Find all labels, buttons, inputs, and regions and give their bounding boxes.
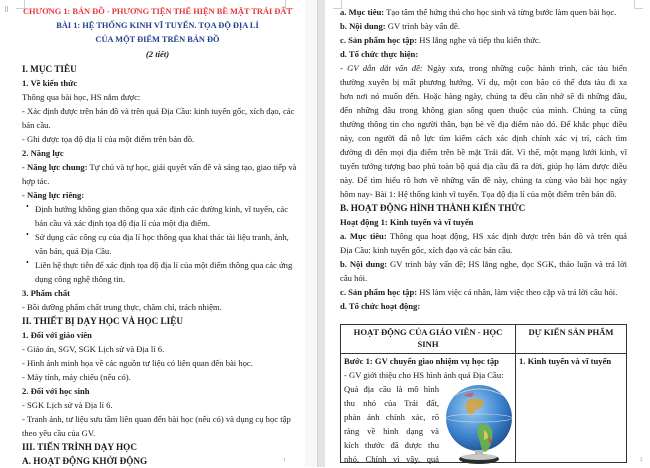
globe-image xyxy=(444,382,514,468)
step-heading: Bước 1: GV chuyển giao nhiệm vụ học tập xyxy=(344,356,499,366)
subsection-heading: 2. Đối với học sinh xyxy=(22,386,90,396)
lesson-title: BÀI 1: HỆ THỐNG KINH VĨ TUYẾN. TỌA ĐỘ ĐỊA LÍ xyxy=(56,21,259,30)
bullet-icon: • xyxy=(26,202,29,211)
subsection-heading: 1. Đối với giáo viên xyxy=(22,330,92,340)
label: - Năng lực chung: xyxy=(22,162,88,172)
table-cell-product: 1. Kinh tuyến và vĩ tuyến xyxy=(516,354,627,463)
paragraph-label: d. Tổ chức thực hiện: xyxy=(340,49,419,59)
italic-intro: - GV dẫn dắt vấn đề: xyxy=(340,63,423,73)
text: Ngày xưa, trong những cuộc hành trình, các tàu biển xyxy=(422,63,627,73)
step-intro: - GV giới thiệu cho HS hình ảnh quả Địa Cầu: xyxy=(344,370,504,380)
page-gap xyxy=(305,0,317,467)
paragraph: - SGK Lịch sử và Địa lí 6. xyxy=(22,400,113,410)
globe-text: nhỏ. Chính vì vậy, quả xyxy=(344,454,439,464)
paragraph: - Máy tính, máy chiếu (nếu có). xyxy=(22,372,131,382)
paragraph-line: này, con người đã nỗ lực tìm kiếm cách xác định chính xác vị trí, cách tìm xyxy=(340,133,627,143)
table-header: DỰ KIẾN SẢN PHẨM xyxy=(516,325,627,354)
table-cell-activity xyxy=(341,354,516,463)
paragraph-label: d. Tổ chức hoạt động: xyxy=(340,301,421,311)
activity-table xyxy=(340,324,627,463)
paragraph: - Ghi được tọa độ địa lí của một điểm trên bản đồ. xyxy=(22,134,195,144)
paragraph-line: tuyến tưởng tượng bao phủ toàn bộ quả địa cầu đã ra đời, giúp họ làm được điều xyxy=(340,161,627,171)
bullet-icon: • xyxy=(26,258,29,267)
bullet-icon: • xyxy=(26,230,29,239)
text: Tạo tâm thế hứng thú cho học sinh và từng bước làm quen bài học. xyxy=(384,7,617,17)
globe-text: thu nhỏ của Trái đất, xyxy=(344,398,439,408)
section-heading: II. THIẾT BỊ DẠY HỌC VÀ HỌC LIỆU xyxy=(22,316,183,326)
label: c. Sản phẩm học tập: xyxy=(340,35,418,45)
label: c. Sản phẩm học tập: xyxy=(340,287,418,297)
text: GV trình bày vấn đề; HS lắng nghe, đọc SGK, thảo luận và trả lời xyxy=(387,259,627,269)
label: a. Mục tiêu: xyxy=(340,231,387,241)
globe-text: phản ánh chính xác, rõ xyxy=(344,412,439,422)
text: Tự chủ và tự học, giải quyết vấn đề và sáng tạo, giao tiếp và xyxy=(87,162,297,172)
section-heading: B. HOẠT ĐỘNG HÌNH THÀNH KIẾN THỨC xyxy=(340,203,526,213)
paragraph: hợp tác. xyxy=(22,176,50,186)
paragraph-line: này. Để tìm hiểu rõ hơn về những vấn đề này, chúng ta cùng vào bài học ngày xyxy=(340,175,627,185)
paragraph xyxy=(340,34,541,46)
table-header-row xyxy=(341,325,627,354)
text: GV trình bày vấn đề. xyxy=(385,21,460,31)
text: HS lắng nghe và tiếp thu kiến thức. xyxy=(417,35,541,45)
activity-heading: Hoạt động 1: Kinh tuyến và vĩ tuyến xyxy=(340,217,474,227)
table-header: HOẠT ĐỘNG CỦA GIÁO VIÊN - HỌC SINH xyxy=(341,325,516,354)
lesson-title-line2: CỦA MỘT ĐIỂM TRÊN BẢN ĐỒ xyxy=(95,35,220,44)
globe-text: kích thước đã được thu xyxy=(344,440,439,450)
paragraph-line: câu hỏi. xyxy=(340,273,368,283)
globe-text: Quả địa cầu là mô hình xyxy=(344,384,439,394)
paragraph-line: hơn nơi nó muốn đến. Hoặc hàng ngày, chúng ta đều cần nhớ sẽ đi những đâu, xyxy=(340,91,627,101)
crop-mark xyxy=(634,0,643,9)
paragraph xyxy=(340,230,627,242)
paragraph: bán cầu. xyxy=(22,120,51,130)
paragraph: - Giáo án, SGV, SGK Lịch sử và Địa lí 6. xyxy=(22,344,165,354)
bullet-item: dụng công nghệ thông tin. xyxy=(35,274,125,284)
paragraph: - Xác định được trên bản đồ và trên quả Địa Cầu: kinh tuyến gốc, xích đạo, các xyxy=(22,106,295,116)
subsection-heading: 2. Năng lực xyxy=(22,148,64,158)
chapter-title: CHƯƠNG 1: BẢN ĐỒ - PHƯƠNG TIỆN THỂ HIỆN BỀ MẶT TRÁI ĐẤT xyxy=(22,7,293,16)
paragraph-line: đến những đâu trong không gian sống quen thuộc của mình. Chúng ta cũng xyxy=(340,105,627,115)
paragraph: theo yêu cầu của GV. xyxy=(22,428,96,438)
subsection-heading: 1. Về kiến thức xyxy=(22,78,78,88)
page-number: 1 xyxy=(283,458,286,463)
bullet-item: văn bản, quả Địa Cầu. xyxy=(35,246,112,256)
periods-label: (2 tiết) xyxy=(145,49,170,59)
text: HS làm việc cá nhân, làm việc theo cặp và trả lời câu hỏi. xyxy=(417,287,618,297)
paragraph xyxy=(340,286,617,298)
paragraph-line: đường đi đến mọi địa điểm trên bề mặt Trái đất. Vì thế, một mạng lưới kinh, vĩ xyxy=(340,147,627,157)
label: b. Nội dung: xyxy=(340,21,386,31)
paragraph-line: thường thông tin cho người thân, bạn bè về địa điểm nào đó. Để khắc phục điều xyxy=(340,119,627,129)
page-number: 2 xyxy=(640,458,643,463)
paragraph xyxy=(22,161,296,173)
globe-text: ràng về hình dạng và xyxy=(344,426,439,436)
subsection-heading: 3. Phẩm chất xyxy=(22,288,70,298)
table-row xyxy=(341,354,627,463)
section-heading: III. TIẾN TRÌNH DẠY HỌC xyxy=(22,442,137,452)
paragraph-line: Địa Cầu: kinh tuyến gốc, xích đạo và các bán cầu. xyxy=(340,245,513,255)
paragraph xyxy=(340,258,627,270)
drag-handle-icon[interactable]: ⠿ xyxy=(4,6,10,14)
label: a. Mục tiêu: xyxy=(340,7,385,17)
bullet-item: Định hướng không gian thông qua xác định các đường kinh, vĩ tuyến, các xyxy=(35,204,289,214)
paragraph: Thông qua bài học, HS nắm được: xyxy=(22,92,141,102)
paragraph-line: hôm nay- Bài 1: Hệ thống kinh vĩ tuyến. Tọa độ địa lí của một điểm trên bản đồ. xyxy=(340,189,617,199)
paragraph xyxy=(340,20,460,32)
paragraph-line: thường xuyên bị mất phương hướng. Ví dụ, một con bão có thể đưa tàu đi xa xyxy=(340,77,627,87)
paragraph xyxy=(340,62,627,74)
bullet-item: bán cầu và xác định tọa độ địa lí của một địa điểm. xyxy=(35,218,210,228)
section-heading: A. HOẠT ĐỘNG KHỞI ĐỘNG xyxy=(22,456,148,466)
text: Thông qua hoạt động, HS xác định được trên bản đồ và trên quả xyxy=(386,231,627,241)
label: b. Nội dung: xyxy=(340,259,388,269)
paragraph-label: - Năng lực riêng: xyxy=(22,190,85,200)
bullet-item: Liên hệ thực tiễn để xác định tọa độ địa lí của một điểm thông qua các ứng xyxy=(35,260,293,270)
paragraph xyxy=(340,6,616,18)
paragraph: - Tranh ảnh, tư liệu sưu tầm liên quan đến bài học (nếu có) và dụng cụ học tập xyxy=(22,414,291,424)
section-heading: I. MỤC TIÊU xyxy=(22,64,77,74)
paragraph: - Hình ảnh minh họa về các nguồn tư liệu có liên quan đến bài học. xyxy=(22,358,253,368)
paragraph: - Bồi dưỡng phẩm chất trung thực, chăm chỉ, trách nhiệm. xyxy=(22,302,222,312)
bullet-item: Sử dụng các công cụ của địa lí học thông qua khai thác tài liệu tranh, ảnh, xyxy=(35,232,289,242)
